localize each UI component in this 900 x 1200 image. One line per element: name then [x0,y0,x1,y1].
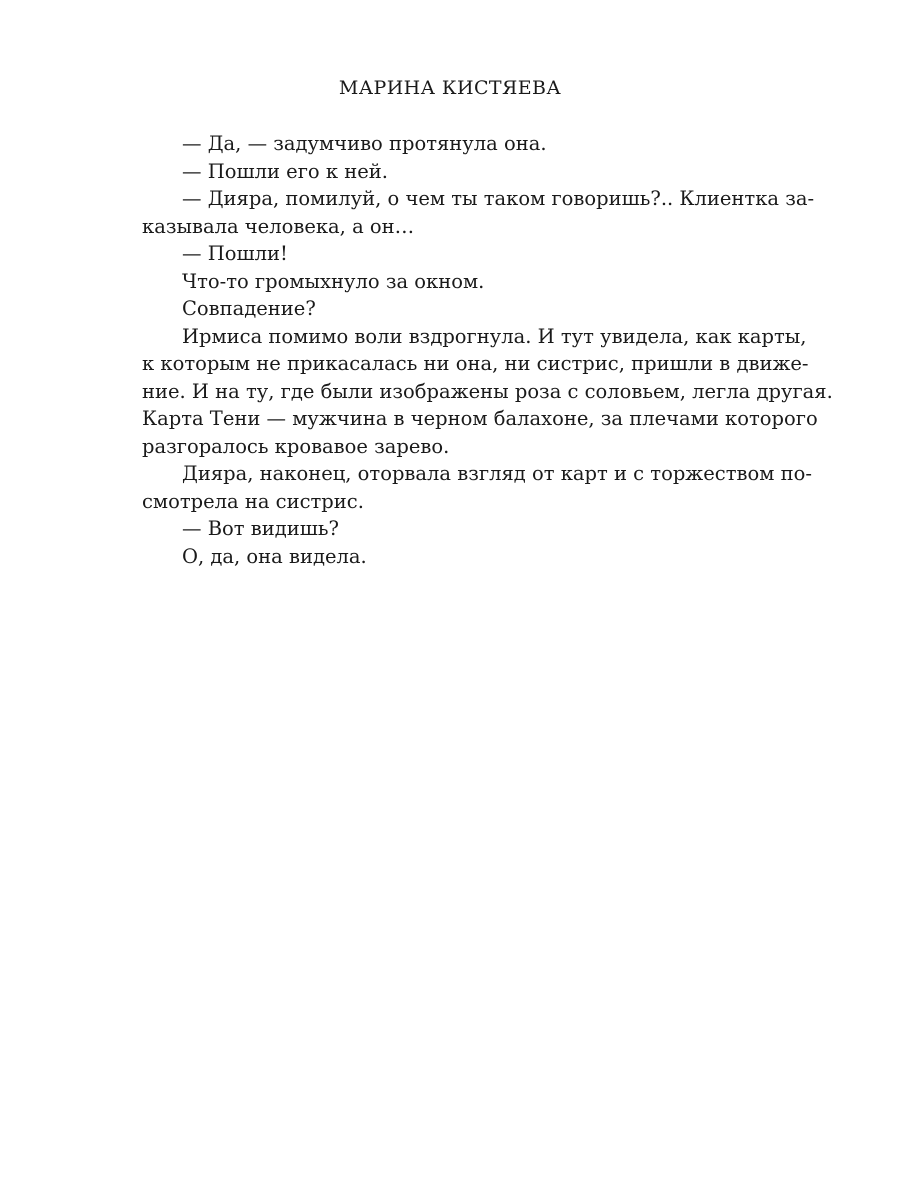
text-line: — Да, — задумчиво протянула она. [182,132,547,155]
body-text [142,130,833,570]
running-head-author: МАРИНА КИСТЯЕВА [338,77,562,99]
text-line: Что-то громыхнуло за окном. [182,269,485,293]
text-line: О, да, она видела. [182,544,367,568]
text-line: разгоралось кровавое зарево. [142,434,450,458]
text-line: — Пошли! [182,242,288,265]
text-line: — Дияра, помилуй, о чем ты таком говоришь?.. Клиентка за- [182,187,815,210]
text-line: ние. И на ту, где были изображены роза с соловьем, легла другая. [142,379,833,403]
text-line: Ирмиса помимо воли вздрогнула. И тут увидела, как карты, [182,324,807,348]
text-line: казывала человека, а он… [142,214,415,238]
text-line: смотрела на систрис. [142,489,364,513]
text-line: к которым не прикасалась ни она, ни систрис, пришли в движе- [142,352,809,375]
text-line: Дияра, наконец, оторвала взгляд от карт и с торжеством по- [182,462,812,485]
text-line: — Вот видишь? [182,517,339,540]
text-line: Совпадение? [182,297,316,320]
text-line: Карта Тени — мужчина в черном балахоне, за плечами которого [142,407,818,430]
text-line: — Пошли его к ней. [182,159,388,183]
